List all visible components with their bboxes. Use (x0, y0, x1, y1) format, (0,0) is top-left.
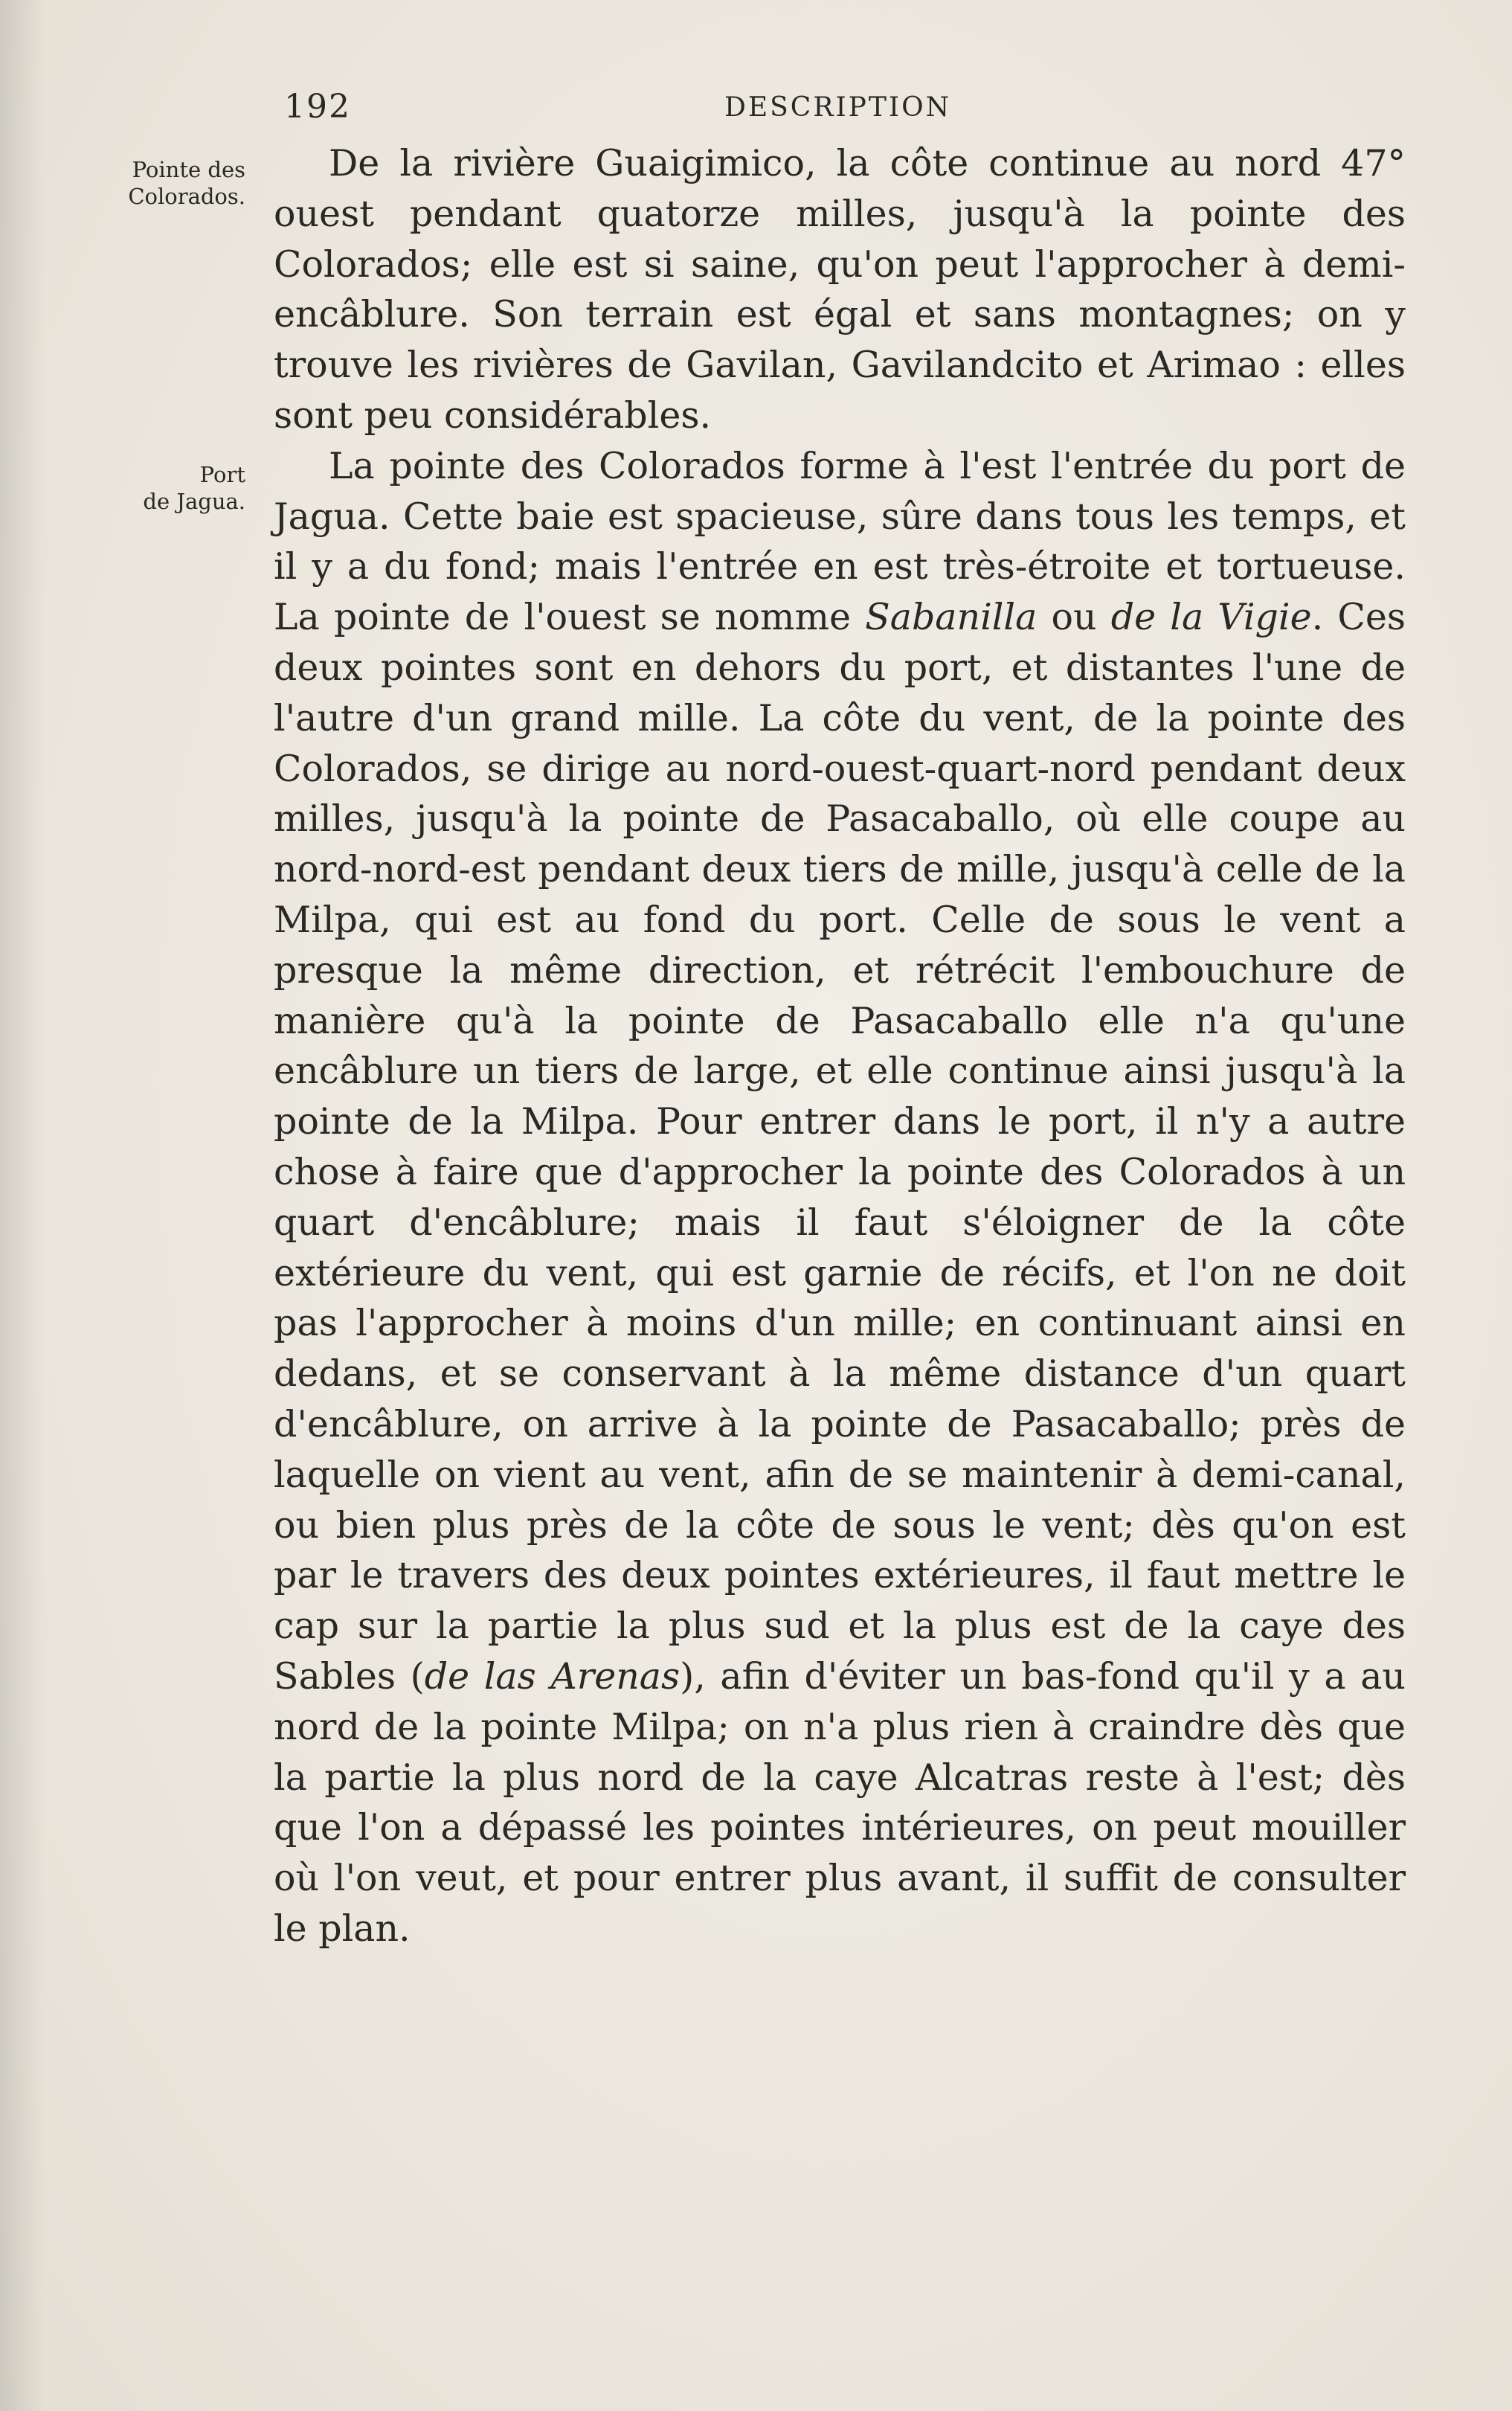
paragraph-2-text: . Ces deux pointes sont en dehors du port, et distantes l'une de l'autre d'un grand mille. La côte du vent, de la pointe des Colorados, se dirige au nord-ouest-quart-nord pendant deux milles, jusqu'à la pointe de Pasacaballo, où elle coupe au nord-nord-est pendant deux tiers de mille, jusqu'à celle de la Milpa, qui est au fond du port. Celle de sous le vent a presque la même direction, et rétrécit l'embouchure de manière qu'à la pointe de Pasacaballo elle n'a qu'une encâblure un tiers de large, et elle continue ainsi jusqu'à la pointe de la Milpa. Pour entrer dans le port, il n'y a autre chose à faire que d'approcher la pointe des Colorados à un quart d'encâblure; mais il faut s'éloigner de la côte extérieure du vent, qui est garnie de récifs, et l'on ne doit pas l'approcher à moins d'un mille; en continuant ainsi en dedans, et se conservant à la même distance d'un quart d'encâblure, on arrive à la pointe de Pasacaballo; près de laquelle on vient au vent, afin de se maintenir à demi-canal, ou bien plus près de la côte de sous le vent; dès qu'on est par le travers des deux pointes extérieures, il faut mettre le cap sur la partie la plus sud et la plus est de la caye des Sables ( (274, 596, 1406, 1698)
italic-place-name: de las Arenas (424, 1654, 681, 1698)
margin-note-line: de Jagua. (143, 489, 245, 514)
body-text (274, 138, 1406, 1954)
margin-note-line: Pointe des (132, 157, 245, 182)
running-head: DESCRIPTION (724, 92, 952, 123)
paragraph-2-text: La pointe des Colorados forme à l'est l'entrée du port de Jagua. Cette baie est spacieuse, sûre dans tous les temps, et il y a du fond; mais l'entrée en est très-étroite et tortueuse. La pointe de l'ouest se nomme (274, 444, 1406, 639)
paragraph-2 (274, 441, 1406, 1954)
page-header (284, 88, 1400, 132)
margin-note-pointe-des-colorados (97, 156, 245, 210)
paragraph-1: De la rivière Guaigimico, la côte continue au nord 47° ouest pendant quatorze milles, jusqu'à la pointe des Colorados; elle est si saine, qu'on peut l'approcher à demi-encâblure. Son terrain est égal et sans montagnes; on y trouve les rivières de Gavilan, Gavilandcito et Arimao : elles sont peu considérables. (274, 142, 1406, 437)
gutter-shadow (0, 0, 45, 2411)
italic-place-name: de la Vigie (1110, 596, 1312, 639)
paragraph-2-text: ou (1037, 596, 1111, 639)
page-number: 192 (284, 88, 351, 126)
margin-note-line: Port (199, 462, 245, 487)
italic-place-name: Sabanilla (865, 596, 1038, 639)
margin-note-port-de-jagua (97, 461, 245, 515)
paragraph-2-text: ), afin d'éviter un bas-fond qu'il y a au nord de la pointe Milpa; on n'a plus rien à craindre dès que la partie la plus nord de la caye Alcatras reste à l'est; dès que l'on a dépassé les pointes intérieures, on peut mouiller où l'on veut, et pour entrer plus avant, il suffit de consulter le plan. (274, 1654, 1406, 1950)
margin-note-line: Colorados. (128, 184, 245, 209)
